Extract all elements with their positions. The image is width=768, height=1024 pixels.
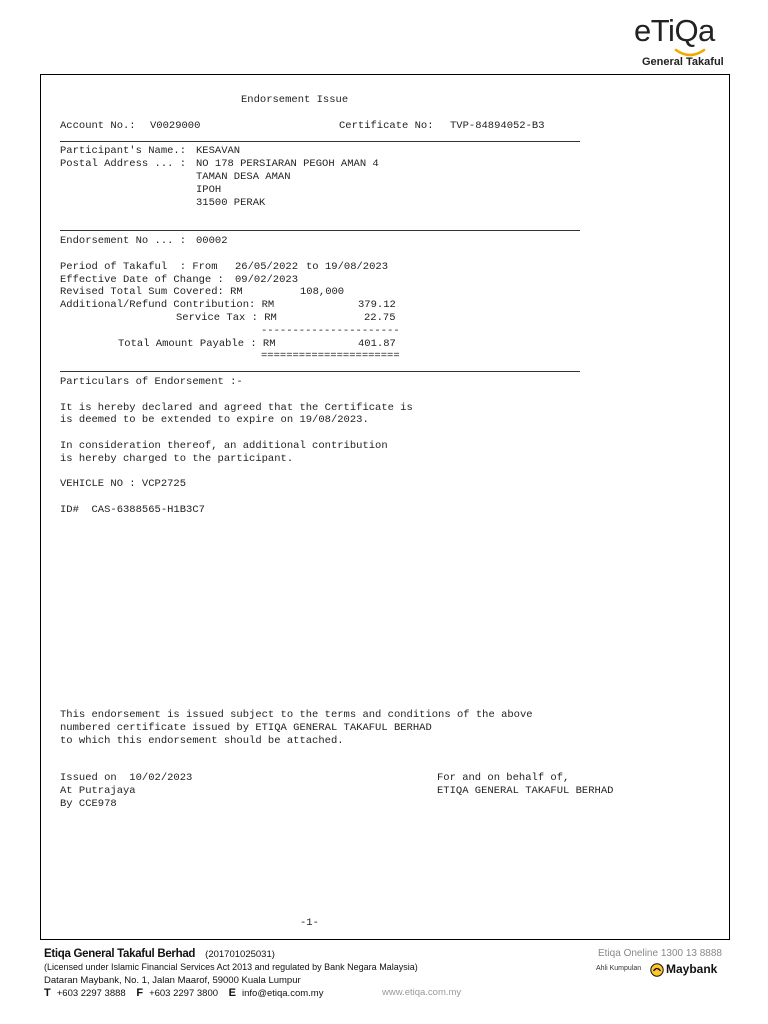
participant-name: KESAVAN — [196, 145, 241, 157]
divider — [60, 230, 580, 231]
total-label: Total Amount Payable : RM — [118, 338, 276, 350]
paragraph-line: is deemed to be extended to expire on 19/08/2023. — [60, 414, 369, 426]
period-to-word: to — [306, 261, 319, 273]
postal-label: Postal Address ... : — [60, 158, 187, 170]
document-title: Endorsement Issue — [241, 94, 349, 106]
tax-value: 22.75 — [364, 312, 396, 324]
footer-oneline: Etiqa Oneline 1300 13 8888 — [598, 948, 722, 959]
footer-fax: +603 2297 3800 — [149, 988, 219, 999]
particulars-label: Particulars of Endorsement :- — [60, 376, 243, 388]
address-line: 31500 PERAK — [196, 197, 266, 209]
paragraph-line: is hereby charged to the participant. — [60, 453, 294, 465]
behalf-line: For and on behalf of, — [437, 772, 570, 784]
issued-at: At Putrajaya — [60, 785, 136, 797]
period-from: 26/05/2022 — [235, 261, 299, 273]
address-line: NO 178 PERSIARAN PEGOH AMAN 4 — [196, 158, 379, 170]
dash-line: ---------------------- — [261, 325, 400, 337]
endorsement-number: 00002 — [196, 235, 228, 247]
address-line: TAMAN DESA AMAN — [196, 171, 291, 183]
terms-line: This endorsement is issued subject to the terms and conditions of the above — [60, 709, 533, 721]
issued-by: By CCE978 — [60, 798, 117, 810]
footer-reg-no: (201701025031) — [205, 949, 275, 960]
behalf-company: ETIQA GENERAL TAKAFUL BERHAD — [437, 785, 614, 797]
effective-label: Effective Date of Change : — [60, 274, 224, 286]
footer-address: Dataran Maybank, No. 1, Jalan Maarof, 59000 Kuala Lumpur — [44, 975, 301, 986]
id-line: ID# CAS-6388565-H1B3C7 — [60, 504, 205, 516]
participant-label: Participant's Name.: — [60, 145, 187, 157]
account-label: Account No.: — [60, 120, 136, 132]
sum-value: 108,000 — [300, 286, 345, 298]
tax-label: Service Tax : RM — [176, 312, 277, 324]
period-label: Period of Takaful : From — [60, 261, 218, 273]
logo-wordmark: eTiQa — [634, 13, 715, 48]
terms-line: to which this endorsement should be attached. — [60, 735, 344, 747]
maybank-wordmark: Maybank — [666, 962, 718, 976]
paragraph-line: It is hereby declared and agreed that the Certificate is — [60, 402, 413, 414]
terms-line: numbered certificate issued by ETIQA GENERAL TAKAFUL BERHAD — [60, 722, 432, 734]
account-number: V0029000 — [150, 120, 201, 132]
certificate-label: Certificate No: — [339, 120, 434, 132]
equals-line: ====================== — [261, 350, 400, 362]
paragraph-line: In consideration thereof, an additional contribution — [60, 440, 388, 452]
footer-website[interactable]: www.etiqa.com.my — [382, 987, 462, 998]
maybank-logo — [650, 962, 722, 978]
divider — [60, 371, 580, 372]
footer-company: Etiqa General Takaful Berhad (201701025031) — [44, 948, 275, 960]
endorsement-label: Endorsement No ... : — [60, 235, 187, 247]
issued-on: Issued on 10/02/2023 — [60, 772, 193, 784]
period-to: 19/08/2023 — [325, 261, 389, 273]
etiqa-logo — [634, 12, 730, 70]
contribution-value: 379.12 — [358, 299, 396, 311]
footer-license: (Licensed under Islamic Financial Services Act 2013 and regulated by Bank Negara Malaysia) — [44, 962, 418, 972]
sum-label: Revised Total Sum Covered: RM — [60, 286, 243, 298]
footer-tel: +603 2297 3888 — [56, 988, 126, 999]
footer-email: info@etiqa.com.my — [242, 988, 324, 999]
logo-subtitle: General Takaful — [642, 56, 724, 68]
footer-ahli-kumpulan: Ahli Kumpulan — [596, 965, 642, 972]
page-number: -1- — [300, 917, 319, 929]
maybank-tiger-icon — [650, 963, 664, 977]
address-line: IPOH — [196, 184, 222, 196]
total-value: 401.87 — [358, 338, 396, 350]
contribution-label: Additional/Refund Contribution: RM — [60, 299, 275, 311]
certificate-number: TVP-84894052-B3 — [450, 120, 545, 132]
vehicle-number: VEHICLE NO : VCP2725 — [60, 478, 187, 490]
divider — [60, 141, 580, 142]
effective-date: 09/02/2023 — [235, 274, 299, 286]
footer-contact: T +603 2297 3888 F +603 2297 3800 E info@etiqa.com.my — [44, 987, 324, 999]
